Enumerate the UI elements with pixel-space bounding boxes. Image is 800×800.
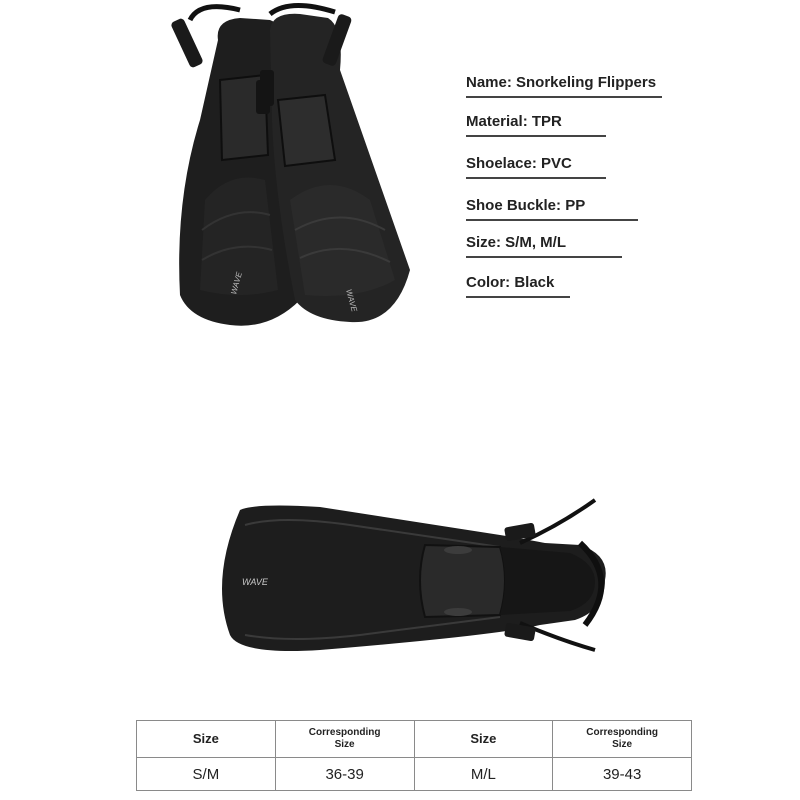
spec-buckle xyxy=(466,197,638,221)
spec-name-text: Name: Snorkeling Flippers xyxy=(466,74,657,91)
spec-color-text: Color: Black xyxy=(466,274,555,291)
spec-name xyxy=(466,74,662,98)
spec-color xyxy=(466,274,570,298)
spec-divider xyxy=(466,296,570,298)
spec-divider xyxy=(466,256,622,258)
spec-divider xyxy=(466,135,606,137)
cell-size-ml: M/L xyxy=(414,758,553,791)
spec-material xyxy=(466,113,606,137)
fin-logo-right: WAVE xyxy=(344,288,359,313)
header-size: Size xyxy=(137,721,276,758)
cell-size-sm: S/M xyxy=(137,758,276,791)
fin-side-image xyxy=(200,485,620,665)
fin-side-logo: WAVE xyxy=(242,577,268,587)
spec-divider xyxy=(466,96,662,98)
spec-divider xyxy=(466,177,606,179)
spec-shoelace xyxy=(466,155,606,179)
header-corresponding-size: Corresponding Size xyxy=(275,721,414,758)
spec-size xyxy=(466,234,622,258)
size-table-header-row xyxy=(137,721,692,758)
cell-eu-size-ml: 39-43 xyxy=(553,758,692,791)
spec-size-text: Size: S/M, M/L xyxy=(466,234,567,251)
size-chart-table xyxy=(136,720,692,791)
fins-pair-image xyxy=(160,0,440,330)
fin-logo-left: WAVE xyxy=(229,270,244,296)
header-corresponding-size: Corresponding Size xyxy=(553,721,692,758)
spec-shoelace-text: Shoelace: PVC xyxy=(466,155,572,172)
spec-buckle-text: Shoe Buckle: PP xyxy=(466,197,586,214)
cell-eu-size-sm: 36-39 xyxy=(275,758,414,791)
spec-material-text: Material: TPR xyxy=(466,113,562,130)
header-size: Size xyxy=(414,721,553,758)
table-row xyxy=(137,758,692,791)
spec-divider xyxy=(466,219,638,221)
